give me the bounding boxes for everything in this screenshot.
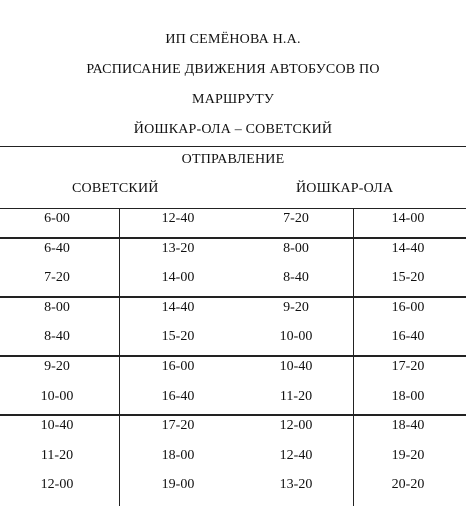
schedule-cell: 19-00 (161, 477, 195, 493)
schedule-cell: 6-00 (44, 211, 70, 226)
schedule-cell: 11-20 (279, 388, 313, 404)
column-divider (119, 208, 120, 506)
header-divider (0, 146, 466, 147)
schedule-cell: 17-20 (391, 359, 425, 374)
schedule-cell: 8-40 (283, 270, 309, 286)
company-name: ИП СЕМЁНОВА Н.А. (165, 32, 301, 47)
schedule-cell: 9-20 (44, 359, 70, 374)
schedule-cell: 13-20 (161, 240, 195, 256)
schedule-cell: 14-40 (161, 299, 195, 315)
schedule-cell: 17-20 (161, 418, 195, 434)
schedule-cell: 6-40 (44, 240, 70, 256)
schedule-cell: 10-40 (40, 418, 74, 434)
schedule-cell: 15-20 (391, 270, 425, 286)
schedule-cell: 15-20 (161, 329, 195, 345)
schedule-cell: 7-20 (44, 270, 70, 286)
schedule-cell: 8-40 (44, 329, 70, 345)
schedule-title: РАСПИСАНИЕ ДВИЖЕНИЯ АВТОБУСОВ ПО (86, 62, 380, 77)
schedule-cell: 14-00 (391, 211, 425, 226)
schedule-cell: 9-20 (283, 299, 309, 315)
group-divider (0, 296, 466, 298)
group-divider (0, 237, 466, 239)
schedule-cell: 10-00 (40, 388, 74, 404)
schedule-cell: 14-00 (161, 270, 195, 286)
schedule-cell: 18-00 (161, 447, 195, 463)
schedule-cell: 16-00 (161, 359, 195, 374)
group-divider (0, 414, 466, 416)
group-divider (0, 208, 466, 209)
schedule-cell: 18-00 (391, 388, 425, 404)
schedule-cell: 10-40 (279, 359, 313, 374)
schedule-cell: 8-00 (283, 240, 309, 256)
schedule-cell: 18-40 (391, 418, 425, 434)
schedule-cell: 8-00 (44, 299, 70, 315)
schedule-cell: 16-40 (391, 329, 425, 345)
schedule-cell: 13-20 (279, 477, 313, 493)
schedule-cell: 14-40 (391, 240, 425, 256)
schedule-cell: 16-00 (391, 299, 425, 315)
schedule-title-cont: МАРШРУТУ (192, 92, 274, 107)
schedule-cell: 20-20 (391, 477, 425, 493)
schedule-cell: 7-20 (283, 211, 309, 226)
column-divider (353, 208, 354, 506)
schedule-cell: 11-20 (40, 447, 74, 463)
departure-label: ОТПРАВЛЕНИЕ (181, 152, 285, 167)
schedule-cell: 12-00 (279, 418, 313, 434)
direction-sovetsky: СОВЕТСКИЙ (72, 181, 159, 196)
schedule-cell: 12-40 (161, 211, 195, 226)
schedule-cell: 16-40 (161, 388, 195, 404)
route-name: ЙОШКАР-ОЛА – СОВЕТСКИЙ (133, 122, 333, 137)
schedule-cell: 19-20 (391, 447, 425, 463)
schedule-cell: 10-00 (279, 329, 313, 345)
schedule-cell: 12-00 (40, 477, 74, 493)
group-divider (0, 355, 466, 357)
schedule-cell: 12-40 (279, 447, 313, 463)
direction-yoshkar-ola: ЙОШКАР-ОЛА (296, 181, 394, 196)
schedule-table (0, 208, 466, 508)
